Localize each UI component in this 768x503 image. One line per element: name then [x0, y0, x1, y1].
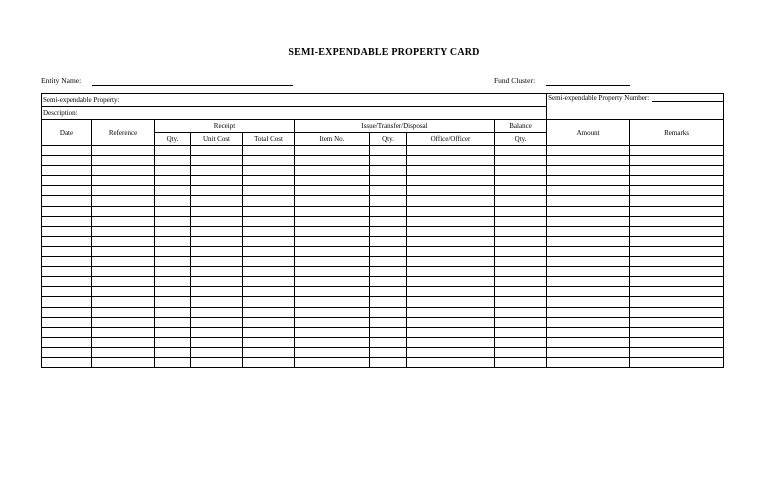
- table-cell[interactable]: [243, 156, 295, 166]
- table-cell[interactable]: [295, 317, 370, 327]
- table-cell[interactable]: [295, 287, 370, 297]
- table-cell[interactable]: [495, 166, 547, 176]
- table-cell[interactable]: [295, 307, 370, 317]
- table-row: [42, 257, 724, 267]
- table-row: [42, 236, 724, 246]
- table-cell[interactable]: [407, 317, 495, 327]
- table-cell[interactable]: [92, 206, 155, 216]
- issue-transfer-disposal-header: Issue/Transfer/Disposal: [295, 120, 495, 133]
- table-cell[interactable]: [495, 176, 547, 186]
- table-cell[interactable]: [155, 317, 191, 327]
- table-cell[interactable]: [630, 236, 724, 246]
- entity-name-field[interactable]: [92, 85, 293, 86]
- table-cell[interactable]: [547, 257, 630, 267]
- table-cell[interactable]: [243, 186, 295, 196]
- table-cell[interactable]: [495, 186, 547, 196]
- table-cell[interactable]: [370, 277, 407, 287]
- table-cell[interactable]: [191, 277, 243, 287]
- table-cell[interactable]: [295, 226, 370, 236]
- table-cell[interactable]: [92, 297, 155, 307]
- table-cell[interactable]: [42, 327, 92, 337]
- table-cell[interactable]: [495, 297, 547, 307]
- table-cell[interactable]: [42, 246, 92, 256]
- table-cell[interactable]: [630, 156, 724, 166]
- table-cell[interactable]: [295, 156, 370, 166]
- table-cell[interactable]: [407, 246, 495, 256]
- table-cell[interactable]: [92, 146, 155, 156]
- table-cell[interactable]: [547, 246, 630, 256]
- page-title: SEMI-EXPENDABLE PROPERTY CARD: [288, 47, 480, 58]
- table-cell[interactable]: [42, 226, 92, 236]
- table-cell[interactable]: [370, 176, 407, 186]
- table-cell[interactable]: [630, 307, 724, 317]
- table-cell[interactable]: [191, 246, 243, 256]
- total-cost-header: Total Cost: [243, 133, 295, 146]
- table-cell[interactable]: [547, 297, 630, 307]
- table-cell[interactable]: [42, 206, 92, 216]
- table-cell[interactable]: [92, 156, 155, 166]
- table-cell[interactable]: [155, 357, 191, 367]
- fund-cluster-label: Fund Cluster:: [494, 76, 536, 85]
- semi-expendable-property-cell[interactable]: [42, 94, 547, 107]
- property-number-label: Semi-expendable Property Number:: [548, 94, 650, 102]
- property-card-table: [41, 93, 724, 368]
- table-cell[interactable]: [155, 337, 191, 347]
- table-cell[interactable]: [295, 337, 370, 347]
- table-cell[interactable]: [370, 156, 407, 166]
- property-number-cell[interactable]: [547, 94, 724, 120]
- table-cell[interactable]: [630, 257, 724, 267]
- receipt-header: Receipt: [155, 120, 295, 133]
- table-cell[interactable]: [630, 357, 724, 367]
- table-cell[interactable]: [191, 146, 243, 156]
- table-cell[interactable]: [630, 246, 724, 256]
- table-cell[interactable]: [547, 317, 630, 327]
- table-cell[interactable]: [295, 176, 370, 186]
- table-cell[interactable]: [243, 166, 295, 176]
- table-cell[interactable]: [42, 196, 92, 206]
- table-cell[interactable]: [407, 156, 495, 166]
- table-cell[interactable]: [155, 347, 191, 357]
- table-cell[interactable]: [630, 166, 724, 176]
- table-cell[interactable]: [191, 287, 243, 297]
- reference-header: Reference: [92, 120, 155, 146]
- table-cell[interactable]: [547, 166, 630, 176]
- table-cell[interactable]: [547, 216, 630, 226]
- entity-name-label: Entity Name:: [41, 76, 82, 85]
- table-cell[interactable]: [42, 156, 92, 166]
- table-row: [42, 166, 724, 176]
- table-row: [42, 146, 724, 156]
- table-cell[interactable]: [630, 146, 724, 156]
- table-cell[interactable]: [42, 307, 92, 317]
- table-cell[interactable]: [630, 196, 724, 206]
- table-cell[interactable]: [92, 337, 155, 347]
- table-cell[interactable]: [92, 307, 155, 317]
- table-cell[interactable]: [191, 206, 243, 216]
- table-cell[interactable]: [547, 156, 630, 166]
- table-cell[interactable]: [92, 176, 155, 186]
- table-cell[interactable]: [370, 186, 407, 196]
- table-cell[interactable]: [407, 287, 495, 297]
- table-cell[interactable]: [191, 176, 243, 186]
- table-cell[interactable]: [191, 196, 243, 206]
- table-cell[interactable]: [155, 226, 191, 236]
- table-cell[interactable]: [191, 156, 243, 166]
- semi-expendable-property-label: Semi-expendable Property:: [43, 96, 120, 104]
- table-cell[interactable]: [155, 297, 191, 307]
- table-cell[interactable]: [92, 267, 155, 277]
- table-cell[interactable]: [92, 287, 155, 297]
- table-row: [42, 267, 724, 277]
- table-row: [42, 156, 724, 166]
- office-officer-header: Office/Officer: [407, 133, 495, 146]
- table-cell[interactable]: [495, 277, 547, 287]
- table-cell[interactable]: [547, 186, 630, 196]
- table-cell[interactable]: [295, 216, 370, 226]
- table-cell[interactable]: [370, 216, 407, 226]
- table-cell[interactable]: [243, 287, 295, 297]
- balance-header: Balance: [495, 120, 547, 133]
- table-cell[interactable]: [155, 196, 191, 206]
- table-cell[interactable]: [92, 246, 155, 256]
- table-cell[interactable]: [547, 357, 630, 367]
- table-cell[interactable]: [155, 176, 191, 186]
- table-cell[interactable]: [191, 226, 243, 236]
- table-cell[interactable]: [243, 216, 295, 226]
- table-cell[interactable]: [630, 327, 724, 337]
- table-cell[interactable]: [243, 277, 295, 287]
- table-row: [42, 277, 724, 287]
- table-cell[interactable]: [295, 357, 370, 367]
- table-cell[interactable]: [495, 317, 547, 327]
- table-cell[interactable]: [42, 166, 92, 176]
- table-row: [42, 357, 724, 367]
- table-cell[interactable]: [370, 267, 407, 277]
- table-cell[interactable]: [243, 357, 295, 367]
- table-cell[interactable]: [42, 216, 92, 226]
- table-cell[interactable]: [495, 257, 547, 267]
- table-cell[interactable]: [370, 196, 407, 206]
- table-cell[interactable]: [547, 196, 630, 206]
- table-row: [42, 216, 724, 226]
- table-cell[interactable]: [191, 297, 243, 307]
- table-cell[interactable]: [370, 206, 407, 216]
- table-cell[interactable]: [407, 186, 495, 196]
- table-cell[interactable]: [370, 327, 407, 337]
- table-row: [42, 196, 724, 206]
- table-cell[interactable]: [407, 337, 495, 347]
- table-cell[interactable]: [630, 206, 724, 216]
- table-cell[interactable]: [243, 337, 295, 347]
- table-cell[interactable]: [495, 347, 547, 357]
- table-cell[interactable]: [92, 277, 155, 287]
- table-cell[interactable]: [295, 236, 370, 246]
- table-cell[interactable]: [407, 357, 495, 367]
- table-cell[interactable]: [155, 236, 191, 246]
- fund-cluster-field[interactable]: [546, 85, 630, 86]
- table-cell[interactable]: [191, 317, 243, 327]
- table-cell[interactable]: [155, 166, 191, 176]
- table-cell[interactable]: [407, 216, 495, 226]
- table-cell[interactable]: [495, 206, 547, 216]
- table-cell[interactable]: [370, 317, 407, 327]
- table-cell[interactable]: [191, 307, 243, 317]
- table-cell[interactable]: [295, 146, 370, 156]
- table-cell[interactable]: [42, 277, 92, 287]
- table-cell[interactable]: [495, 216, 547, 226]
- table-cell[interactable]: [42, 146, 92, 156]
- table-cell[interactable]: [155, 246, 191, 256]
- table-cell[interactable]: [92, 196, 155, 206]
- table-cell[interactable]: [295, 257, 370, 267]
- table-cell[interactable]: [407, 166, 495, 176]
- table-cell[interactable]: [92, 226, 155, 236]
- table-row: [42, 186, 724, 196]
- table-cell[interactable]: [295, 297, 370, 307]
- table-cell[interactable]: [370, 226, 407, 236]
- table-cell[interactable]: [547, 226, 630, 236]
- table-cell[interactable]: [243, 246, 295, 256]
- balance-qty-header: Qty.: [495, 133, 547, 146]
- table-cell[interactable]: [243, 196, 295, 206]
- table-cell[interactable]: [495, 156, 547, 166]
- table-cell[interactable]: [630, 287, 724, 297]
- table-cell[interactable]: [630, 176, 724, 186]
- item-no-header: Item No.: [295, 133, 370, 146]
- remarks-header: Remarks: [630, 120, 724, 146]
- table-cell[interactable]: [42, 287, 92, 297]
- table-row: [42, 176, 724, 186]
- table-cell[interactable]: [295, 277, 370, 287]
- table-cell[interactable]: [407, 327, 495, 337]
- table-cell[interactable]: [547, 146, 630, 156]
- table-cell[interactable]: [42, 357, 92, 367]
- table-cell[interactable]: [495, 146, 547, 156]
- unit-cost-header: Unit Cost: [191, 133, 243, 146]
- table-cell[interactable]: [42, 257, 92, 267]
- table-cell[interactable]: [547, 267, 630, 277]
- table-cell[interactable]: [370, 146, 407, 156]
- table-cell[interactable]: [42, 267, 92, 277]
- table-cell[interactable]: [92, 347, 155, 357]
- table-cell[interactable]: [630, 216, 724, 226]
- table-cell[interactable]: [243, 236, 295, 246]
- table-cell[interactable]: [495, 246, 547, 256]
- table-cell[interactable]: [295, 196, 370, 206]
- table-cell[interactable]: [92, 317, 155, 327]
- table-cell[interactable]: [191, 337, 243, 347]
- description-cell[interactable]: [42, 107, 547, 120]
- amount-header: Amount: [547, 120, 630, 146]
- table-cell[interactable]: [547, 307, 630, 317]
- table-cell[interactable]: [295, 347, 370, 357]
- table-cell[interactable]: [92, 357, 155, 367]
- table-cell[interactable]: [191, 347, 243, 357]
- table-cell[interactable]: [191, 166, 243, 176]
- table-cell[interactable]: [243, 206, 295, 216]
- table-row: [42, 206, 724, 216]
- table-cell[interactable]: [243, 267, 295, 277]
- table-cell[interactable]: [243, 327, 295, 337]
- table-row: [42, 246, 724, 256]
- table-row: [42, 317, 724, 327]
- table-cell[interactable]: [42, 347, 92, 357]
- table-row: [42, 297, 724, 307]
- table-cell[interactable]: [155, 307, 191, 317]
- table-cell[interactable]: [630, 186, 724, 196]
- table-cell[interactable]: [495, 287, 547, 297]
- table-cell[interactable]: [243, 257, 295, 267]
- table-cell[interactable]: [370, 246, 407, 256]
- table-cell[interactable]: [495, 327, 547, 337]
- table-cell[interactable]: [630, 277, 724, 287]
- table-cell[interactable]: [407, 146, 495, 156]
- table-cell[interactable]: [155, 267, 191, 277]
- table-cell[interactable]: [630, 337, 724, 347]
- table-cell[interactable]: [155, 146, 191, 156]
- table-row: [42, 226, 724, 236]
- table-cell[interactable]: [295, 206, 370, 216]
- issue-qty-header: Qty.: [370, 133, 407, 146]
- table-cell[interactable]: [155, 156, 191, 166]
- table-cell[interactable]: [407, 267, 495, 277]
- table-cell[interactable]: [243, 317, 295, 327]
- table-cell[interactable]: [42, 317, 92, 327]
- table-cell[interactable]: [295, 246, 370, 256]
- table-cell[interactable]: [495, 196, 547, 206]
- table-cell[interactable]: [547, 176, 630, 186]
- table-cell[interactable]: [370, 166, 407, 176]
- table-cell[interactable]: [495, 337, 547, 347]
- table-cell[interactable]: [92, 186, 155, 196]
- table-cell[interactable]: [155, 287, 191, 297]
- table-cell[interactable]: [191, 236, 243, 246]
- table-cell[interactable]: [191, 267, 243, 277]
- property-number-field[interactable]: [652, 94, 723, 102]
- table-row: [42, 347, 724, 357]
- table-cell[interactable]: [547, 287, 630, 297]
- table-cell[interactable]: [155, 206, 191, 216]
- table-cell[interactable]: [155, 186, 191, 196]
- table-cell[interactable]: [547, 337, 630, 347]
- table-cell[interactable]: [92, 216, 155, 226]
- table-cell[interactable]: [92, 166, 155, 176]
- table-cell[interactable]: [42, 176, 92, 186]
- table-cell[interactable]: [407, 176, 495, 186]
- table-cell[interactable]: [191, 327, 243, 337]
- table-cell[interactable]: [191, 186, 243, 196]
- table-cell[interactable]: [547, 206, 630, 216]
- table-cell[interactable]: [42, 236, 92, 246]
- table-cell[interactable]: [370, 337, 407, 347]
- table-cell[interactable]: [42, 337, 92, 347]
- table-cell[interactable]: [295, 267, 370, 277]
- table-cell[interactable]: [370, 287, 407, 297]
- table-cell[interactable]: [495, 267, 547, 277]
- table-cell[interactable]: [407, 257, 495, 267]
- table-cell[interactable]: [407, 196, 495, 206]
- table-cell[interactable]: [92, 327, 155, 337]
- table-cell[interactable]: [42, 297, 92, 307]
- table-cell[interactable]: [191, 257, 243, 267]
- table-row: [42, 307, 724, 317]
- table-cell[interactable]: [407, 347, 495, 357]
- table-cell[interactable]: [155, 257, 191, 267]
- table-cell[interactable]: [630, 297, 724, 307]
- table-cell[interactable]: [295, 166, 370, 176]
- table-cell[interactable]: [407, 297, 495, 307]
- table-row: [42, 337, 724, 347]
- table-cell[interactable]: [191, 357, 243, 367]
- table-cell[interactable]: [407, 307, 495, 317]
- table-row: [42, 287, 724, 297]
- table-cell[interactable]: [547, 327, 630, 337]
- table-cell[interactable]: [243, 307, 295, 317]
- table-cell[interactable]: [92, 236, 155, 246]
- table-cell[interactable]: [407, 226, 495, 236]
- table-cell[interactable]: [155, 277, 191, 287]
- table-cell[interactable]: [407, 206, 495, 216]
- table-cell[interactable]: [243, 347, 295, 357]
- table-cell[interactable]: [630, 347, 724, 357]
- table-cell[interactable]: [92, 257, 155, 267]
- table-cell[interactable]: [370, 257, 407, 267]
- table-cell[interactable]: [243, 297, 295, 307]
- table-cell[interactable]: [243, 226, 295, 236]
- table-row: [42, 327, 724, 337]
- table-cell[interactable]: [370, 307, 407, 317]
- table-cell[interactable]: [495, 307, 547, 317]
- table-cell[interactable]: [407, 277, 495, 287]
- table-cell[interactable]: [191, 216, 243, 226]
- description-label: Description:: [43, 109, 78, 117]
- table-cell[interactable]: [370, 297, 407, 307]
- table-cell[interactable]: [495, 236, 547, 246]
- table-cell[interactable]: [155, 327, 191, 337]
- table-cell[interactable]: [370, 347, 407, 357]
- table-cell[interactable]: [42, 186, 92, 196]
- table-cell[interactable]: [295, 327, 370, 337]
- table-cell[interactable]: [495, 357, 547, 367]
- table-cell[interactable]: [370, 357, 407, 367]
- table-cell[interactable]: [155, 216, 191, 226]
- table-cell[interactable]: [243, 176, 295, 186]
- table-cell[interactable]: [630, 317, 724, 327]
- date-header: Date: [42, 120, 92, 146]
- table-cell[interactable]: [243, 146, 295, 156]
- table-cell[interactable]: [295, 186, 370, 196]
- table-cell[interactable]: [630, 267, 724, 277]
- receipt-qty-header: Qty.: [155, 133, 191, 146]
- table-cell[interactable]: [547, 277, 630, 287]
- table-cell[interactable]: [547, 347, 630, 357]
- table-cell[interactable]: [407, 236, 495, 246]
- table-cell[interactable]: [370, 236, 407, 246]
- table-cell[interactable]: [495, 226, 547, 236]
- table-cell[interactable]: [547, 236, 630, 246]
- table-cell[interactable]: [630, 226, 724, 236]
